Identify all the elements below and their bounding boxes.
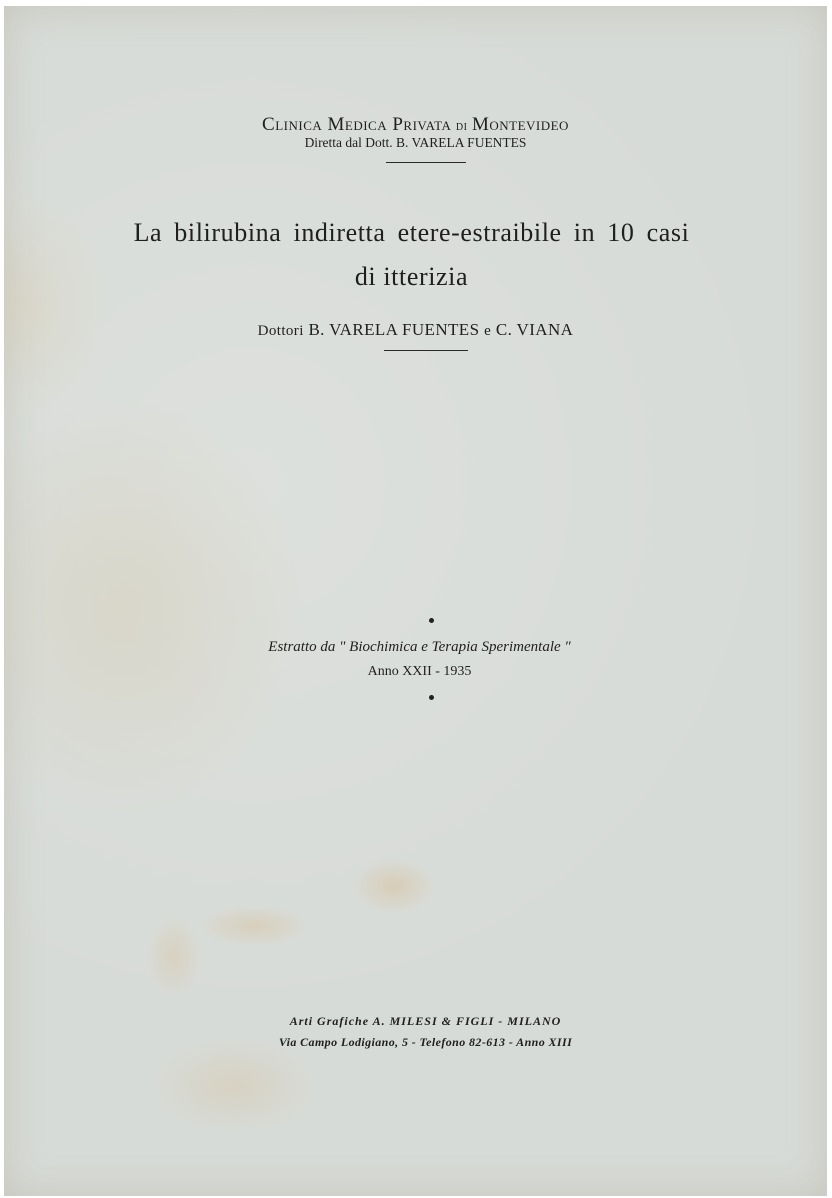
author-1: B. VARELA FUENTES xyxy=(308,320,480,339)
authors-prefix: Dottori xyxy=(257,323,304,339)
ornament-dot-bottom xyxy=(429,695,434,700)
extract-source: Estratto da " Biochimica e Terapia Sperimentale " xyxy=(268,639,571,655)
extract-year: Anno XXII - 1935 xyxy=(367,664,472,679)
title-line-2: di itterizia xyxy=(354,262,469,291)
clinic-director: Diretta dal Dott. B. VARELA FUENTES xyxy=(304,135,527,150)
authors-conjunction: e xyxy=(484,323,492,339)
clinic-name-part2: di xyxy=(455,119,468,134)
header-divider xyxy=(386,162,466,163)
ornament-dot-top xyxy=(429,618,434,623)
authors-line xyxy=(4,320,827,340)
document-page xyxy=(4,6,827,1196)
title-line-1: La bilirubina indiretta etere-estraibile in 10 casi xyxy=(133,218,690,247)
printer-name: Arti Grafiche A. MILESI & FIGLI - MILANO xyxy=(289,1014,562,1028)
clinic-name xyxy=(4,114,827,136)
author-2: C. VIANA xyxy=(495,320,574,339)
printer-address: Via Campo Lodigiano, 5 - Telefono 82-613 - Anno XIII xyxy=(278,1035,573,1049)
clinic-name-part3: Montevideo xyxy=(471,114,569,135)
clinic-name-part1: Clinica Medica Privata xyxy=(262,114,452,135)
authors-divider xyxy=(384,350,468,351)
